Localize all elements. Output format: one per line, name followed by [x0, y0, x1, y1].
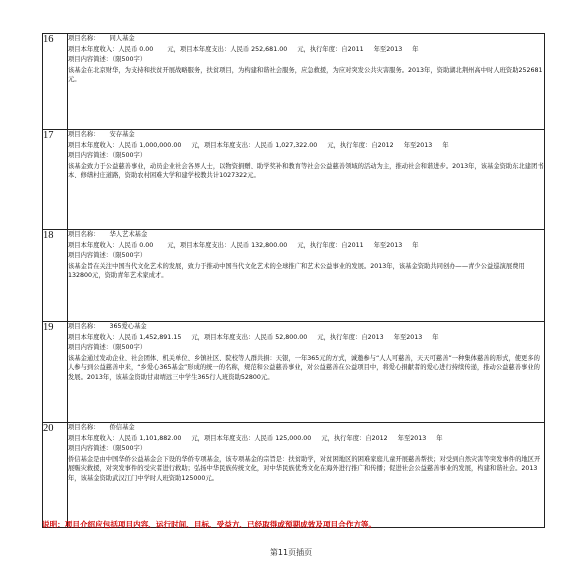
content-note: （限500字）	[112, 445, 147, 452]
project-name: 同人基金	[109, 35, 135, 42]
expense-value: 人民币 252,681.00	[230, 45, 288, 53]
project-details	[68, 322, 545, 423]
project-row	[43, 34, 545, 130]
project-budget-line	[68, 141, 544, 152]
project-name-label: 项目名称：	[68, 424, 100, 431]
content-note: （限500字）	[112, 152, 147, 159]
expense-label: 项目本年度支出：	[179, 45, 231, 53]
project-budget-line	[68, 241, 544, 252]
project-content-line	[68, 251, 544, 262]
period-label: 执行年度：	[329, 333, 362, 341]
expense-unit: 元，	[297, 241, 310, 249]
page-footer: 第11页插页	[269, 548, 313, 557]
row-number: 20	[43, 423, 68, 528]
expense-unit: 元，	[321, 434, 334, 442]
project-name-label: 项目名称：	[68, 231, 100, 238]
period-end: 年	[412, 241, 419, 249]
project-name-line	[68, 130, 544, 141]
project-budget-line	[68, 333, 544, 344]
project-name: 安存基金	[109, 131, 135, 138]
content-label: 项目内容简述：	[68, 252, 113, 259]
period-to: 年至2013	[373, 45, 403, 53]
content-note: （限500字）	[112, 56, 147, 63]
content-label: 项目内容简述：	[68, 152, 113, 159]
project-name-label: 项目名称：	[68, 35, 100, 42]
row-number: 17	[43, 130, 68, 230]
project-content-line	[68, 444, 544, 455]
projects-table-body	[43, 34, 545, 528]
income-label: 项目本年度收入：	[68, 434, 119, 442]
content-note: （限500字）	[112, 252, 147, 259]
project-details	[68, 230, 545, 322]
project-row	[43, 230, 545, 322]
project-budget-line	[68, 45, 544, 56]
project-name: 365爱心基金	[109, 323, 147, 330]
project-name-line	[68, 322, 544, 333]
period-label: 执行年度：	[333, 434, 366, 442]
period-end: 年	[412, 45, 419, 53]
expense-unit: 元，	[297, 45, 310, 53]
expense-value: 人民币 125,000.00	[254, 434, 312, 442]
project-row	[43, 322, 545, 423]
project-content-line	[68, 343, 544, 354]
expense-value: 人民币 52,800.00	[254, 333, 308, 341]
content-label: 项目内容简述：	[68, 445, 113, 452]
expense-label: 项目本年度支出：	[203, 141, 255, 149]
income-unit: 元，	[167, 241, 180, 249]
period-to: 年至2013	[403, 141, 433, 149]
income-value: 人民币 1,452,891.15	[118, 333, 182, 341]
period-from: 自2012	[365, 434, 388, 442]
expense-label: 项目本年度支出：	[179, 241, 231, 249]
period-to: 年至2013	[393, 333, 423, 341]
period-from: 自2011	[341, 45, 364, 53]
period-from: 自2011	[341, 241, 364, 249]
period-from: 自2012	[371, 141, 394, 149]
content-note: （限500字）	[112, 344, 147, 351]
period-to: 年至2013	[373, 241, 403, 249]
income-value: 人民币 0.00	[118, 241, 154, 249]
project-name-label: 项目名称：	[68, 323, 100, 330]
expense-label: 项目本年度支出：	[203, 333, 255, 341]
project-details	[68, 34, 545, 130]
project-name-line	[68, 423, 544, 434]
project-details	[68, 423, 545, 528]
period-end: 年	[442, 141, 449, 149]
period-to: 年至2013	[397, 434, 427, 442]
income-unit: 元，	[167, 45, 180, 53]
project-description: 该基金致力于公益慈善事业，动员企业社会各界人士，以物资捐赠、助学奖补和教育等社会公益慈善领域的活动为主，推动社会和谐进步。2013年，该基金资助东北建团书本、修缮村庄道路，资助农村困难大学和建学校教共计1027322元。	[68, 162, 544, 180]
project-name-line	[68, 230, 544, 241]
income-label: 项目本年度收入：	[68, 141, 119, 149]
project-description: 该基金在北京财华，为支持和扶贫开展战略服务，扶贫项目，为构建和谐社会服务，应急救援，为应对突发公共灾害服务。2013年，资助湖北荆州高中时人班资助252681元。	[68, 66, 543, 84]
income-label: 项目本年度收入：	[68, 45, 119, 53]
project-name: 华人艺术基金	[109, 231, 148, 238]
expense-value: 人民币 1,027,322.00	[254, 141, 318, 149]
income-unit: 元，	[191, 434, 204, 442]
expense-unit: 元，	[317, 333, 330, 341]
period-label: 执行年度：	[309, 45, 342, 53]
period-end: 年	[432, 333, 439, 341]
project-description: 该基金旨在关注中国当代文化艺术的发展，致力于推动中国当代文化艺术的全球推广和艺术公益事业的发展。2013年，该基金资助共同创办——青少公益巡演展费用132800元，资助青年艺术家成才。	[68, 262, 525, 280]
row-number: 19	[43, 322, 68, 423]
content-label: 项目内容简述：	[68, 344, 113, 351]
income-unit: 元，	[191, 333, 204, 341]
project-budget-line	[68, 434, 544, 445]
project-content-line	[68, 55, 544, 66]
project-row	[43, 423, 545, 528]
period-end: 年	[436, 434, 443, 442]
period-from: 自2013	[361, 333, 384, 341]
project-name-label: 项目名称：	[68, 131, 100, 138]
income-value: 人民币 1,000,000.00	[118, 141, 182, 149]
income-value: 人民币 1,101,882.00	[118, 434, 182, 442]
project-content-line	[68, 151, 544, 162]
period-label: 执行年度：	[339, 141, 372, 149]
project-name: 侨信基金	[109, 424, 135, 431]
expense-label: 项目本年度支出：	[203, 434, 255, 442]
explanation-note: 说明：项目介绍应包括项目内容、运行时间、目标、受益方、已经取得或预期成效及项目合作方等。	[42, 520, 377, 529]
expense-unit: 元，	[327, 141, 340, 149]
project-row	[43, 130, 545, 230]
row-number: 18	[43, 230, 68, 322]
project-description: 该基金通过发动企业、社会团体、机关单位、乡镇社区、院校等人群共捐：天银，一年365元的方式，诚邀参与“人人可慈善，天天可慈善”一种集体慈善的形式，使更多的人参与到公益慈善中来，“乡爱心365基金”形成的统一的名称，规范和公益慈善事业，对公益慈善在公益项目中，将爱心捐献者的爱心进行持续传递，推动公益慈善事业的发展。2013年，该基金资助甘肃靖远三中学生365行人班资助52800元。	[68, 354, 540, 381]
row-number: 16	[43, 34, 68, 130]
content-label: 项目内容简述：	[68, 56, 113, 63]
projects-table	[42, 33, 545, 528]
project-name-line	[68, 34, 544, 45]
expense-value: 人民币 132,800.00	[230, 241, 288, 249]
income-unit: 元，	[191, 141, 204, 149]
income-value: 人民币 0.00	[118, 45, 154, 53]
income-label: 项目本年度收入：	[68, 333, 119, 341]
income-label: 项目本年度收入：	[68, 241, 119, 249]
period-label: 执行年度：	[309, 241, 342, 249]
project-description: 侨信基金是由中国华侨公益基金会下设的华侨专项基金，该专项基金的宗旨是：扶贫助学，对贫困地区的困难家庭儿童开展慈善帮扶；对受到自然灾害等突发事件的地区开展赈灾救援，对突发事件的受灾者进行救助；弘扬中华民族传统文化，对中华民族优秀文化在海外进行推广和传播；促进社会公益慈善事业的发展，构建和谐社会。2013年，该基金资助武汉江门中学时人班资助125000元。	[68, 455, 541, 482]
project-details	[68, 130, 545, 230]
